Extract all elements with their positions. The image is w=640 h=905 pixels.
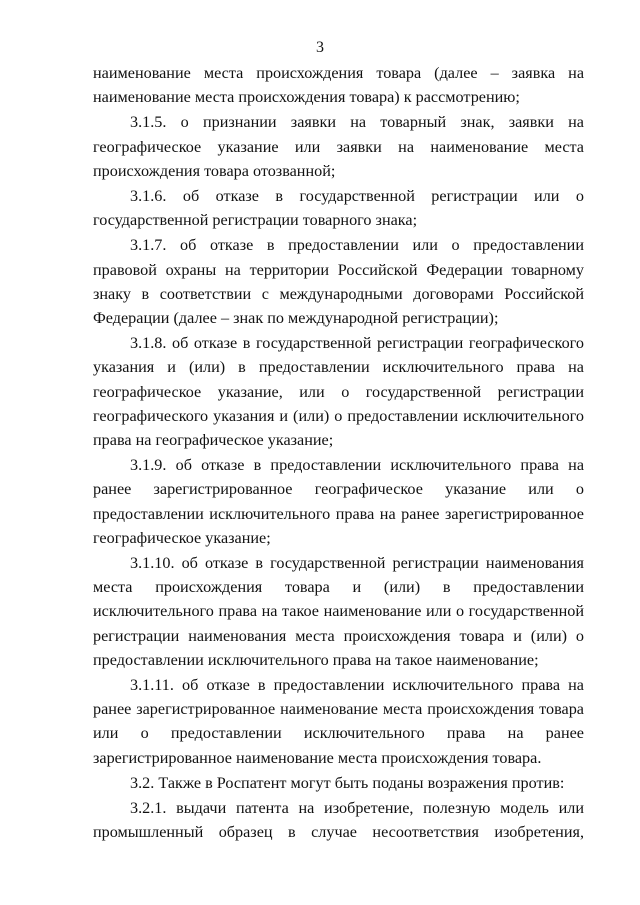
document-body (93, 61, 584, 846)
paragraph-3-1-7: 3.1.7. об отказе в предоставлении или о предоставлении правовой охраны на территории Российской Федерации товарному знаку в соответствии с международными договорами Российской Федерации (далее – знак по международной регистрации); (93, 236, 584, 328)
page-number: 3 (316, 39, 324, 56)
paragraph-continued: наименование места происхождения товара (далее – заявка на наименование места происхождения товара) к рассмотрению; (93, 64, 584, 107)
paragraph-3-1-8: 3.1.8. об отказе в государственной регистрации географического указания и (или) в предоставлении исключительного права на географическое указание, или о государственной регистрации географического указания и (или) о предоставлении исключительного права на географическое указание; (93, 334, 584, 450)
paragraph-3-1-9: 3.1.9. об отказе в предоставлении исключительного права на ранее зарегистрированное географическое указание или о предоставлении исключительного права на ранее зарегистрированное географическое указание; (93, 456, 584, 547)
paragraph-3-2-1: 3.2.1. выдачи патента на изобретение, полезную модель или промышленный образец в случае несоответствия изобретения, (93, 799, 584, 842)
paragraph-3-1-11: 3.1.11. об отказе в предоставлении исключительного права на ранее зарегистрированное наименование места происхождения товара или о предоставлении исключительного права на ранее зарегистрированное наименование места происхождения товара. (93, 676, 584, 767)
paragraph-3-2: 3.2. Также в Роспатент могут быть поданы возражения против: (130, 773, 565, 792)
paragraph-3-1-6: 3.1.6. об отказе в государственной регистрации или о государственной регистрации товарного знака; (93, 187, 584, 230)
paragraph-3-1-5: 3.1.5. о признании заявки на товарный знак, заявки на географическое указание или заявки на наименование места происхождения товара отозванной; (93, 113, 584, 180)
paragraph-3-1-10: 3.1.10. об отказе в государственной регистрации наименования места происхождения товара и (или) в предоставлении исключительного права на такое наименование или о государственной регистрации наименования места происхождения товара и (или) о предоставлении исключительного права на такое наименование; (93, 554, 584, 669)
